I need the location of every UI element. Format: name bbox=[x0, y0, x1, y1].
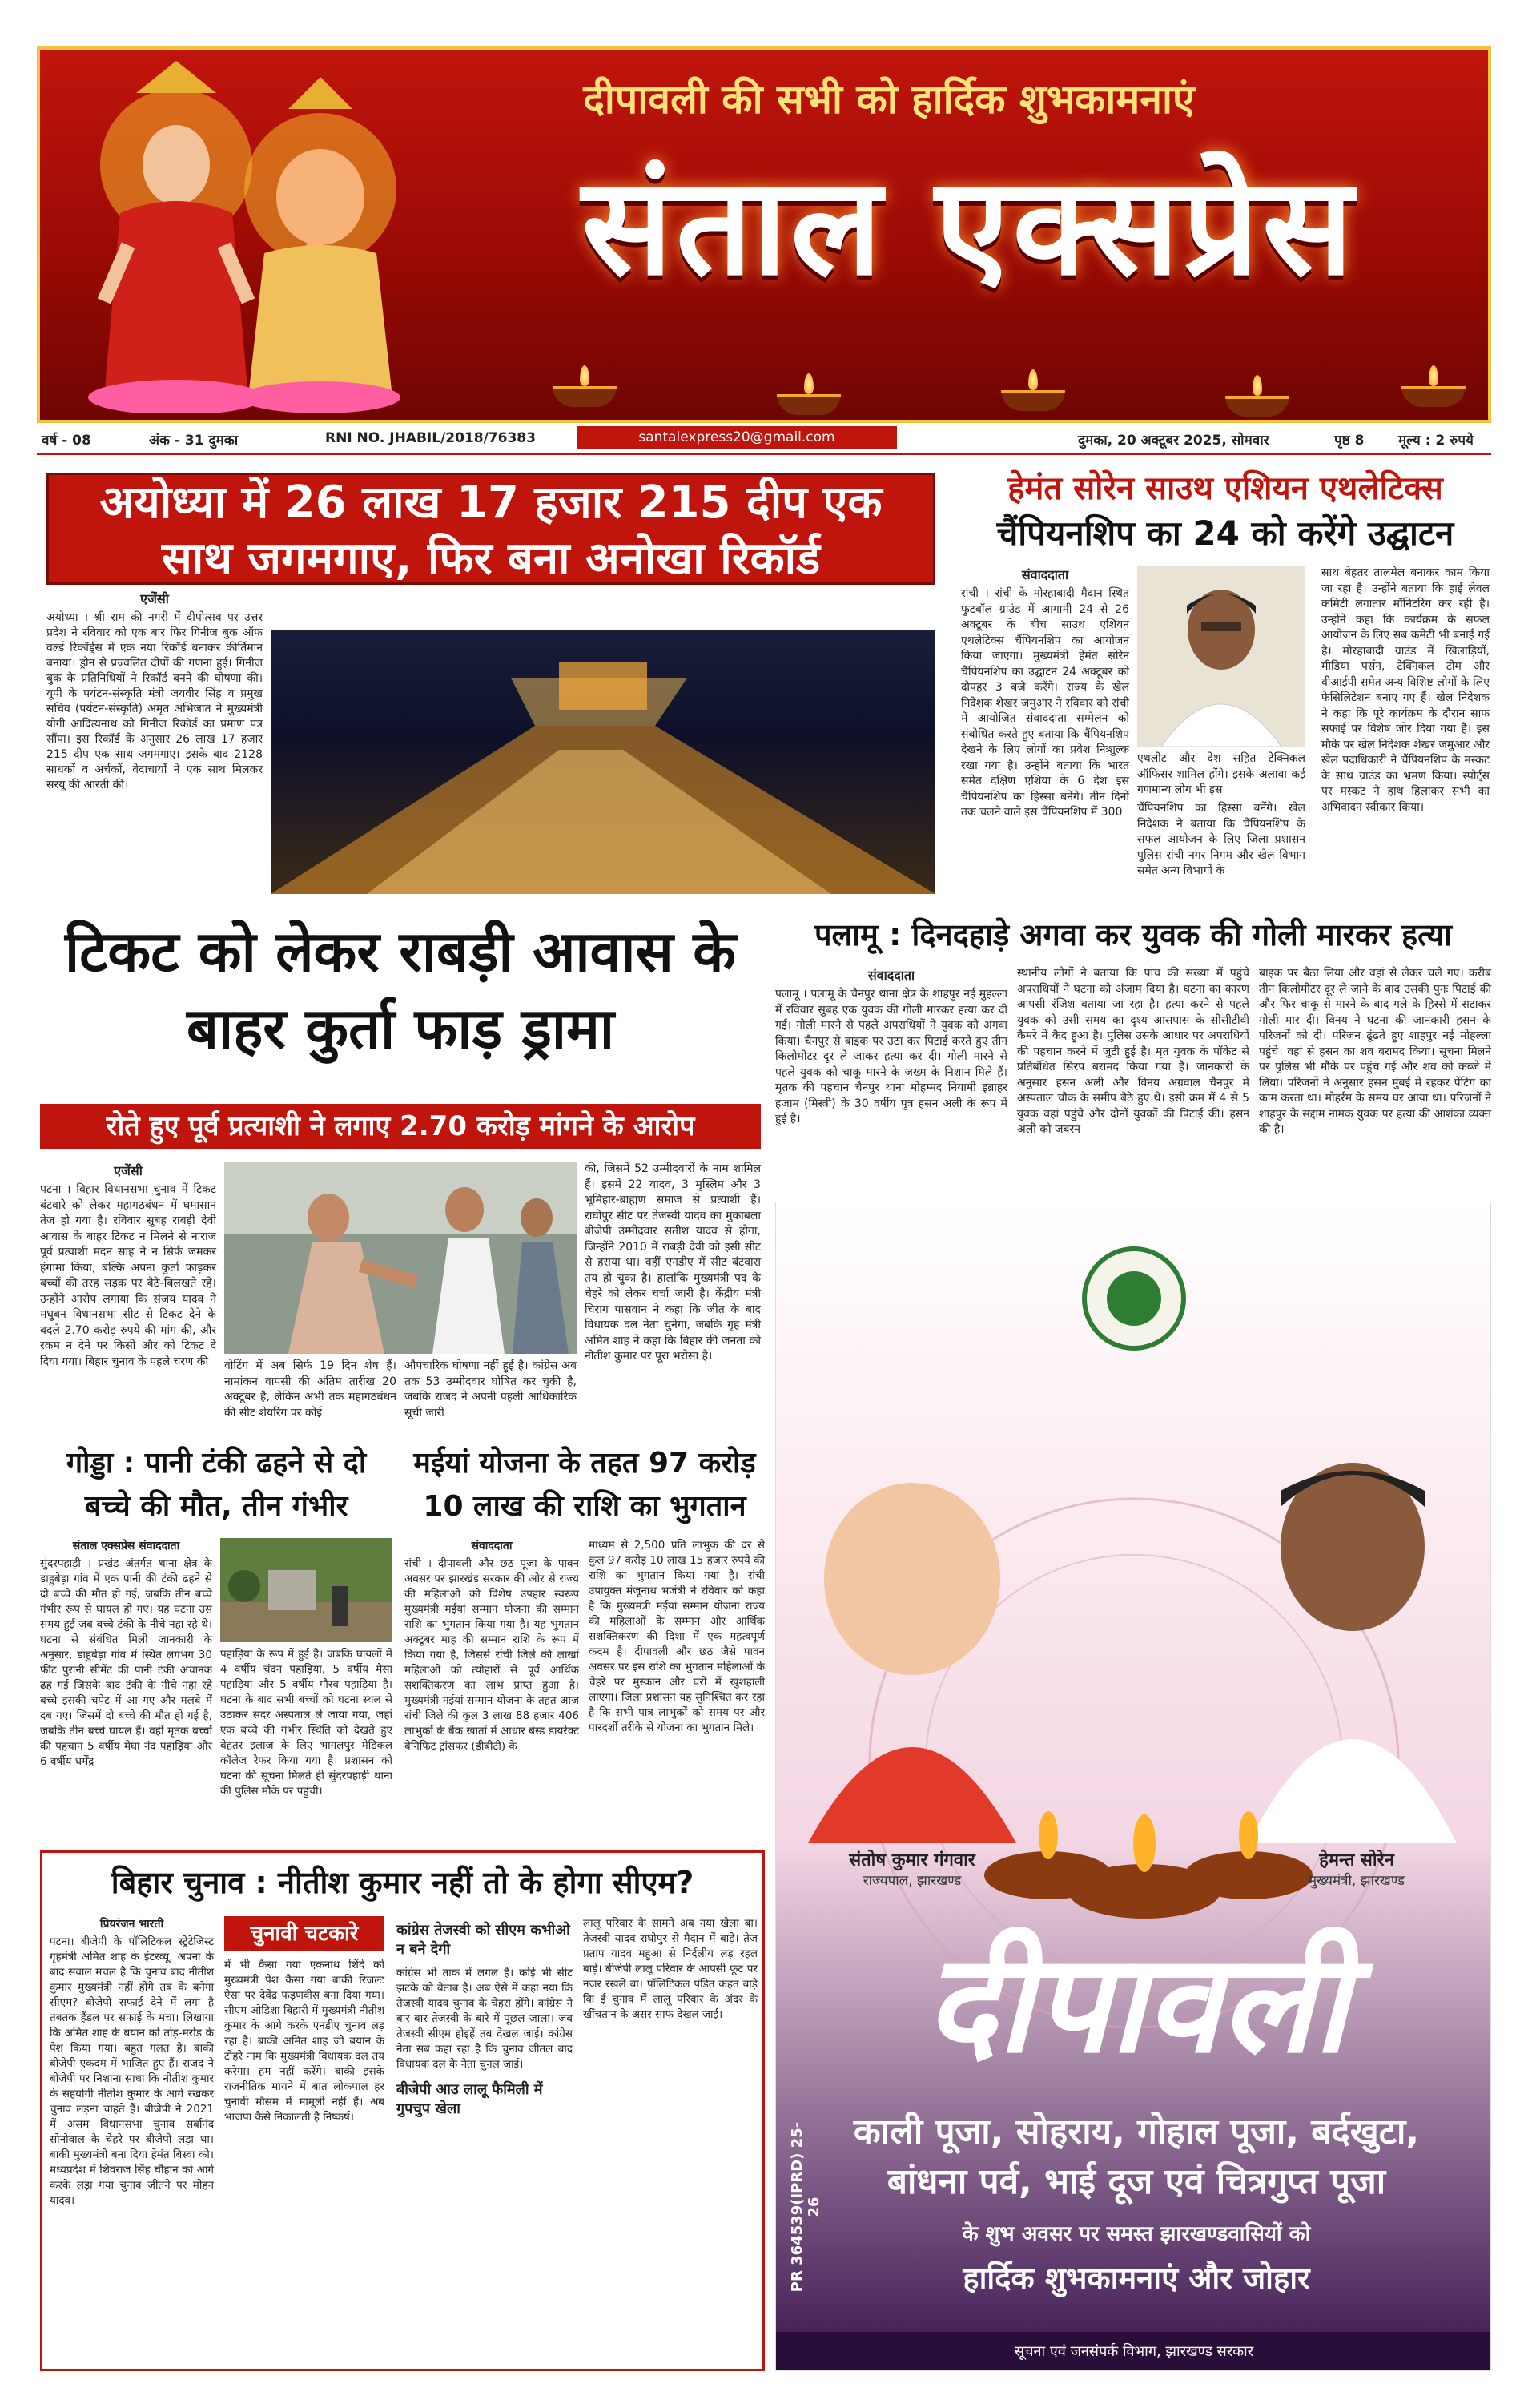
bihar-col3 bbox=[396, 1916, 573, 2125]
collapsed-tank-photo bbox=[220, 1538, 392, 1642]
masthead bbox=[37, 46, 1491, 423]
newspaper-title: संताल एक्सप्रेस bbox=[581, 148, 1357, 305]
hemant-soren-portrait bbox=[1137, 566, 1305, 747]
issue-number: अंक - 31 दुमका bbox=[149, 433, 239, 449]
page-count: पृष्ठ 8 bbox=[1334, 433, 1365, 449]
hemant-col1-text: रांची । रांची के मोरहाबादी मैदान स्थित फुटबॉल ग्राउंड में आगामी 24 से 26 अक्टूबर के बीच साउथ एशियन एथलेटिक्स चैंपियनशिप का आयोजन किया जाएगा। मुख्यमंत्री हेमंत सोरेन चैंपियनशिप का उद्घाटन 24 अक्टूबर को दोपहर 3 बजे करेंगे। राज्य के खेल निदेशक शेखर जमुआर ने रविवार को रांची में आयोजित संवाददाता सम्मेलन को संबोधित करते हुए बताया कि चैंपियनशिप देखने के लिए लोगों का प्रवेश निःशुल्क रखा गया है। उन्होंने बताया कि भारत समेत दक्षिण एशिया के 6 देश इस चैंपियनशिप का हिस्सा बनेंगे। तीन दिनों तक चलने वाले इस चैंपियनशिप में 300 bbox=[961, 587, 1129, 819]
hemant-caption: एथलीट और देश सहित टेक्निकल ऑफिसर शामिल होंगे। इसके अलावा कई गणमान्य लोग भी इस bbox=[1137, 752, 1305, 796]
hemant-col1 bbox=[961, 566, 1129, 821]
lakshmi-ganesha-illustration bbox=[56, 61, 408, 413]
ad-person2-name: हेमन्त सोरेन bbox=[1319, 1850, 1394, 1870]
palamu-col3: बाइक पर बैठा लिया और वहां से लेकर चले गए। करीब तीन किलोमीटर दूर ले जाने के बाद उसकी पुनः पिटाई की और फिर चाकू से मारने के बाद गले के हिस्से में सटाकर गोली मार दी। विनय ने घटना की जानकारी हसन के परिजनों को दी। परिजन ढूंढते हुए शाहपुर नई मोहल्ला पहुंचे। वहां से हसन का शव बरामद किया। सूचना मिलने पर पुलिस भी मौके पर पहुंच गई और शव को कब्जे में लिया। परिजनों ने अनुसार हसन मुंबई में रहकर पेंटिंग का काम करता था। मोहर्रम के समय घर आया था। परिजनों ने शाहपुर के सद्दाम नामक युवक पर हत्या की आशंका व्यक्त की है। bbox=[1259, 967, 1491, 1136]
godda-col1 bbox=[40, 1538, 212, 1770]
palamu-col1-text: पलामू । पलामू के चैनपुर थाना क्षेत्र के शाहपुर नई मुहल्ला में रविवार सुबह एक युवक की गोली मारकर हत्या कर दी गई। गोली मारने से पहले अपराधियों ने युवक को अगवा किया। चैनपुर से बाइक पर उठा कर पिटाई करते हुए तीन किलोमीटर दूर ले जाकर हत्या कर दी। गोली मारने से पहले युवक को चाकू मारने के जख्म के निशान मिले हैं। मृतक की पहचान चैनपुर थाना मोहम्मद नियामी इब्राहर हजाम (मिस्त्री) के 30 वर्षीय पुत्र हसन अली के रूप में हुई है। bbox=[775, 988, 1007, 1125]
diya-icon bbox=[777, 394, 841, 415]
rabri-headline: टिकट को लेकर राबड़ी आवास के बाहर कुर्ता फाड़ ड्रामा bbox=[64, 919, 737, 1061]
bihar-subhead-bjp: बीजेपी आउ लालू फैमिली में गुपचुप खेला bbox=[396, 2081, 543, 2117]
bihar-col3-text: कांग्रेस भी ताक में लगल है। कोई भी सीट झटके को बेताब है। अब ऐसे में कहा नया कि तेजस्वी यादव चुनाव के चेहरा होंगे। कांग्रेस ने बार बार तेजस्वी के बारे में पूछल जाला। जब तेजस्वी सीएम होइहें तब देखल जाई। कांग्रेस नेता सब कहा रहा है कि चुनाव जीतल बाद विधायक दल के नेता चुनल जाई। bbox=[396, 1967, 573, 2071]
diya-icon bbox=[1001, 390, 1065, 411]
issue-date: दुमका, 20 अक्टूबर 2025, सोमवार bbox=[1078, 433, 1269, 449]
volume-year: वर्ष - 08 bbox=[42, 433, 91, 449]
rabri-photo bbox=[224, 1162, 577, 1354]
bihar-byline: प्रियरंजन भारती bbox=[99, 1918, 164, 1931]
rabri-col3: औपचारिक घोषणा नहीं हुई है। कांग्रेस अब तक 53 उम्मीदवार घोषित कर चुकी है, जबकि राजद ने अपनी पहली आधिकारिक सूची जारी bbox=[404, 1359, 577, 1419]
palamu-col1 bbox=[775, 966, 1007, 1128]
hemant-col3: साथ बेहतर तालमेल बनाकर काम किया जा रहा है। उन्होंने बताया कि हाई लेवल कमिटी लगातार मॉनिटरिंग कर रही है। उन्होंने कहा कि कार्यक्रम के सफल आयोजन के लिए सब कमेटी भी बनाई गई है। मोरहाबादी ग्राउंड में खिलाड़ियों, मीडिया पर्सन, टेक्निकल टीम और वीआईपी समेत अन्य विशिष्ट लोगों के लिए फेसिलिटेशन बनाए गए हैं। खेल निदेशक ने कहा कि पूरे कार्यक्रम के दौरान साफ सफाई पर विशेष जोर दिया गया है। इस मौके पर खेल निदेशक शेखर जमुआर और खेल पदाधिकारी ने चैंपियनशिप के मस्कट के साथ ग्राउंड का भ्रमण किया। स्पोर्ट्स पर मस्कट ने हाथ हिलाकर सभी का अभिवादन स्वीकार किया। bbox=[1321, 566, 1490, 814]
hemant-headline-black: चैंपियनशिप का 24 को करेंगे उद्घाटन bbox=[996, 513, 1454, 553]
masthead-greeting: दीपावली की सभी को हार्दिक शुभकामनाएं bbox=[583, 75, 1195, 123]
palamu-headline: पलामू : दिनदहाड़े अगवा कर युवक की गोली मारकर हत्या bbox=[814, 917, 1453, 952]
deepotsav-aerial-image bbox=[271, 630, 935, 894]
bihar-tag: चुनावी चटकारे bbox=[224, 1916, 384, 1951]
bihar-col2: में भी कैसा गया एकनाथ शिंदे को मुख्यमंत्री पेश कैसा गया बाकी रिजल्ट ऐसा पर देवेंद्र फड़णवीस बना दिया गया। सीएम ओडिशा बिहारी में मुख्यमंत्री नीतीश कुमार के आगे करके एनडीए चुनाव लड़ रहा है। बाकी अमित शाह जो बयान के टोहरे नाम कि मुख्यमंत्री विधायक दल तय करेगा। हम नहीं करेंगे। बाकी इसके राजनीतिक मायने में बात लोकपाल हर चुनावी मौसम में मामूली नहीं हैं। अब भाजपा कैसे निकालती है निष्कर्ष। bbox=[224, 1959, 384, 2124]
godda-col2: पहाड़िया के रूप में हुई है। जबकि घायलों में 4 वर्षीय चंदन पहाड़िया, 5 वर्षीय मैसा पहाड़िया और 5 वर्षीय गौरव पहाड़िया है। घटना के बाद सभी बच्चों को घटना स्थल से उठाकर सदर अस्पताल ले जाया गया, जहां एक बच्चे की गंभीर स्थिति को देखते हुए बेहतर इलाज के लिए भागलपुर मेडिकल कॉलेज रेफर किया गया है। प्रशासन को घटना की सूचना मिलते ही सुंदरपहाड़ी थाना की पुलिस मौके पर पहुंची। bbox=[220, 1648, 392, 1798]
ad-wishes: हार्दिक शुभकामनाएं और जोहार bbox=[963, 2261, 1310, 2296]
rabri-col4: की, जिसमें 52 उम्मीदवारों के नाम शामिल हैं। इसमें 22 यादव, 3 मुस्लिम और 3 भूमिहार-ब्राह्मण समाज से प्रत्याशी हैं। राघोपुर सीट पर तेजस्वी यादव का मुकाबला बीजेपी उम्मीदवार सतीश यादव से होगा, जिन्होंने 2010 में राबड़ी देवी को इसी सीट से हराया था। वहीं एनडीए में सीट बंटवारा तय हो चुका है। हालांकि मुख्यमंत्री पद के चेहरे को लेकर चर्चा जारी है। केंद्रीय मंत्री चिराग पासवान ने कहा कि जीत के बाद विधायक दल नेता चुनेगा, जबकि गृह मंत्री अमित शाह ने कहा कि बिहार की जनता को नीतीश कुमार पर पूरा भरोसा है। bbox=[585, 1162, 761, 1363]
maiyan-headline: मईयां योजना के तहत 97 करोड़ 10 लाख की राशि का भुगतान bbox=[413, 1447, 756, 1523]
protest-photo bbox=[224, 1162, 577, 1354]
maiyan-col1-text: रांची । दीपावली और छठ पूजा के पावन अवसर पर झारखंड सरकार की ओर से राज्य की महिलाओं को विशेष उपहार स्वरूप मुख्यमंत्री मईयां सम्मान योजना की सम्मान राशि का भुगतान किया गया है। यह भुगतान अक्टूबर माह की सम्मान राशि के रूप में किया गया है, जिससे रांची जिले की लाखों महिलाओं को त्योहारों से पूर्व आर्थिक सशक्तिकरण का लाभ प्राप्त हुआ है। मुख्यमंत्री मईयां सम्मान योजना के तहत आज रांची जिले की कुल 3 लाख 88 हजार 406 लाभुकों के बैंक खातों में आधार बेस्ड डायरेक्ट बेनिफिट ट्रांसफर (डीबीटी) के bbox=[404, 1557, 579, 1753]
diya-icon bbox=[553, 386, 617, 407]
ad-person2-title: मुख्यमंत्री, झारखण्ड bbox=[1308, 1873, 1405, 1889]
ayodhya-article bbox=[46, 590, 263, 894]
ad-person1-name: संतोष कुमार गंगवार bbox=[849, 1850, 975, 1870]
bihar-col1-text: पटना। बीजेपी के पॉलिटिकल स्ट्रेटेजिस्ट गृहमंत्री अमित शाह के इंटरव्यू, अपना के बाद सवाल मचल है कि चुनाव बाद नीतीश कुमार मुख्यमंत्री नहीं होंगे तब के बनेगा सीएम? बीजेपी सफाई देने में लगा है तबतक हैंडल पर सफाई के मचा। लिखाया कि अमित शाह के बयान को तोड़-मरोड़ के पेश किया गया। बहुत गलत है। बाकी बीजेपी एकदम में भाजित हुए हैं। राजद ने बीजेपी पर निशाना साधा कि नीतीश कुमार के सहयोगी नीतीश कुमार के आगे रखकर चुनाव लड़ना चाहते हैं। बीजेपी ने 2021 में असम विधानसभा चुनाव सर्बानंद सोनोवाल के चेहरे पर बीजेपी लड़ा था। बाकी मुख्यमंत्री बना दिया हेमंत बिस्वा को। मध्यप्रदेश में शिवराज सिंह चौहान को आगे करके लड़ा गया चुनाव जीतने पर मोहन यादव। bbox=[50, 1935, 214, 2207]
hemant-col2: चैंपियनशिप का हिस्सा बनेंगे। खेल निदेशक ने बताया कि चैंपियनशिप के सफल आयोजन के लिए जिला प्रशासन पुलिस रांची नगर निगम और खेल विभाग समेत अन्य विभागों के bbox=[1137, 802, 1305, 877]
ad-occasion: के शुभ अवसर पर समस्त झारखण्डवासियों को bbox=[962, 2222, 1311, 2246]
godda-byline: संताल एक्सप्रेस संवाददाता bbox=[72, 1540, 180, 1552]
hemant-photo bbox=[1137, 566, 1305, 747]
ayodhya-byline: एजेंसी bbox=[140, 591, 169, 606]
diwali-advertisement bbox=[775, 1202, 1491, 2371]
bihar-col1 bbox=[50, 1916, 214, 2209]
diya-icon bbox=[1225, 396, 1289, 417]
hemant-headline-red: हेमंत सोरेन साउथ एशियन एथलेटिक्स bbox=[1007, 470, 1443, 507]
ayodhya-photo bbox=[271, 630, 935, 894]
palamu-byline: संवाददाता bbox=[867, 968, 915, 983]
maiyan-col2: माध्यम से 2,500 प्रति लाभुक की दर से कुल 97 करोड़ 10 लाख 15 हजार रुपये की राशि का भुगतान किया गया है। रांची उपायुक्त मंजूनाथ भजंत्री ने रविवार को कहा है कि मुख्यमंत्री मईयां सम्मान योजना राज्य की महिलाओं के सम्मान और आर्थिक सशक्तिकरण की दिशा में एक महत्वपूर्ण कदम है। दीपावली और छठ जैसे पावन अवसर पर इस राशि का भुगतान महिलाओं के चेहरे पर मुस्कान और घरों में खुशहाली लाएगा। जिला प्रशासन यह सुनिश्चित कर रहा है कि सभी पात्र लाभुकों को समय पर और पारदर्शी तरीके से योजना का भुगतान मिले। bbox=[589, 1539, 765, 1734]
palamu-col2: स्थानीय लोगों ने बताया कि पांच की संख्या में पहुंचे अपराधियों ने घटना को अंजाम दिया है। घटना का कारण आपसी रंजिश बताया जा रहा है। हत्या करने से पहले युवक को उसी समय का दृश्य आसपास के सीसीटीवी कैमरे में कैद हुआ है। पुलिस उसके आधार पर अपराधियों की पहचान करने में जुटी हुई है। मृत युवक के पॉकेट से प्रतिबंधित सिरप बरामद किया गया है। जानकारी के अनुसार हसन अली और विनय अग्रवाल चैनपुर में अस्पताल चौक के समीप बैठे हुए थे। इसी क्रम में 4 से 5 युवक वहां पहुंचे और दोनों युवकों की पिटाई की। हसन अली को जबरन bbox=[1017, 967, 1249, 1136]
rabri-byline: एजेंसी bbox=[114, 1163, 143, 1178]
ayodhya-body: अयोध्या । श्री राम की नगरी में दीपोत्सव पर उत्तर प्रदेश ने रविवार को एक बार फिर गिनीज बुक ऑफ वर्ल्ड रिकॉर्ड्स में एक नया रिकॉर्ड बनाकर कीर्तिमान बनाया। ड्रोन से प्रज्वलित दीपों की गणना हुई। गिनीज बुक के प्रतिनिधियों ने रिकॉर्ड बनने की घोषणा की। यूपी के पर्यटन-संस्कृति मंत्री जयवीर सिंह व प्रमुख सचिव (पर्यटन-संस्कृति) अमृत अभिजात ने मुख्यमंत्री योगी आदित्यनाथ को गिनीज रिकॉर्ड का प्रमाण पत्र सौंपा। इस रिकॉर्ड के अनुसार 26 लाख 17 हजार 215 दीप एक साथ जगमगाए। इसके बाद 2128 साधकों व अर्चकों, वेदाचार्यों ने एक साथ मिलकर सरयू की आरती की। bbox=[46, 611, 263, 791]
rni-number: RNI NO. JHABIL/2018/76383 bbox=[325, 430, 536, 446]
bihar-subhead-congress: कांग्रेस तेजस्वी को सीएम कभीओ न बने देगी bbox=[396, 1922, 570, 1958]
godda-photo bbox=[220, 1538, 392, 1642]
contact-email[interactable]: santalexpress20@gmail.com bbox=[577, 426, 897, 449]
bihar-headline: बिहार चुनाव : नीतीश कुमार नहीं तो के होगा सीएम? bbox=[111, 1865, 694, 1900]
ad-pr-code: PR 364539(IPRD) 25-26 bbox=[789, 2121, 822, 2293]
ayodhya-headline: अयोध्या में 26 लाख 17 हजार 215 दीप एक साथ जगमगाए, फिर बना अनोखा रिकॉर्ड bbox=[46, 473, 935, 585]
godda-col1-text: सुंदरपहाड़ी । प्रखंड अंतर्गत थाना क्षेत्र के डाहुबेड़ा गांव में एक पानी की टंकी ढहने से दो बच्चे की मौत हो गई, जबकि तीन बच्चे गंभीर रूप से घायल हो गए। यह घटना उस समय हुई जब बच्चे टंकी के नीचे नहा रहे थे। घटना से संबंधित मिली जानकारी के अनुसार, डाहुबेड़ा गांव में स्थित लगभग 30 फीट पुरानी सीमेंट की पानी टंकी अचानक ढह गई जिसके बाद टंकी के नीचे नहा रहे बच्चे इसकी चपेट में आ गए और मलबे में दब गए। जिसमें दो बच्चे की मौत हो गई है, जबकि तीन बच्चे घायल हैं। वहीं मृतक बच्चों की पहचान 5 वर्षीय मेघा नंद पहाड़िया और 6 वर्षीय धर्मेंद्र bbox=[40, 1557, 212, 1768]
ad-footer: सूचना एवं जनसंपर्क विभाग, झारखण्ड सरकार bbox=[776, 2332, 1491, 2371]
rabri-col2: वोटिंग में अब सिर्फ 19 दिन शेष हैं। नामांकन वापसी की अंतिम तारीख 20 अक्टूबर है, लेकिन अभी तक महागठबंधन की सीट शेयरिंग पर कोई bbox=[224, 1359, 396, 1419]
maiyan-byline: संवाददाता bbox=[471, 1540, 513, 1552]
ad-person1-title: राज्यपाल, झारखण्ड bbox=[863, 1873, 962, 1889]
hemant-byline: संवाददाता bbox=[1021, 567, 1069, 582]
bihar-col4: लालू परिवार के सामने अब नया खेला बा। तेजस्वी यादव राघोपुर से मैदान में बाड़े। तेज प्रताप यादव महुआ से निर्दलीय लड़ रहल बाड़े। बीजेपी लालू परिवार के आपसी फूट पर नजर रखले बा। पॉलिटिकल पंडित कहत बाड़े कि ई चुनाव में लालू परिवार के अंदर के खींचतान के असर साफ देखल जाई। bbox=[583, 1917, 758, 2021]
price: मूल्य : 2 रुपये bbox=[1398, 433, 1474, 449]
rabri-subhead: रोते हुए पूर्व प्रत्याशी ने लगाए 2.70 करोड़ मांगने के आरोप bbox=[40, 1104, 761, 1149]
ad-diwali-title: दीपावली bbox=[924, 1923, 1349, 2084]
diya-icon bbox=[1401, 386, 1466, 407]
godda-headline: गोड्डा : पानी टंकी ढहने से दो बच्चे की मौत, तीन गंभीर bbox=[66, 1447, 367, 1523]
maiyan-col1 bbox=[404, 1538, 579, 1754]
rabri-col1 bbox=[40, 1162, 216, 1370]
ad-festivals: काली पूजा, सोहराय, गोहाल पूजा, बर्दखुटा, बांधना पर्व, भाई दूज एवं चित्रगुप्त पूजा bbox=[853, 2112, 1420, 2202]
rabri-col1-text: पटना । बिहार विधानसभा चुनाव में टिकट बंटवारे को लेकर महागठबंधन में घमासान तेज हो गया है। रविवार सुबह राबड़ी देवी आवास के बाहर टिकट न मिलने से नाराज पूर्व प्रत्याशी मदन साह ने न सिर्फ जमकर हंगामा किया, बल्कि अपना कुर्ता फाड़कर बच्चों की तरह सड़क पर बैठे-बिलखते रहे। उन्होंने आरोप लगाया कि संजय यादव ने मधुबन विधानसभा सीट से टिकट देने के बदले 2.70 करोड़ रुपये की मांग की, और रकम न देने पर किसी और को टिकट दे दिया गया। बिहार चुनाव के पहले चरण की bbox=[40, 1183, 216, 1368]
